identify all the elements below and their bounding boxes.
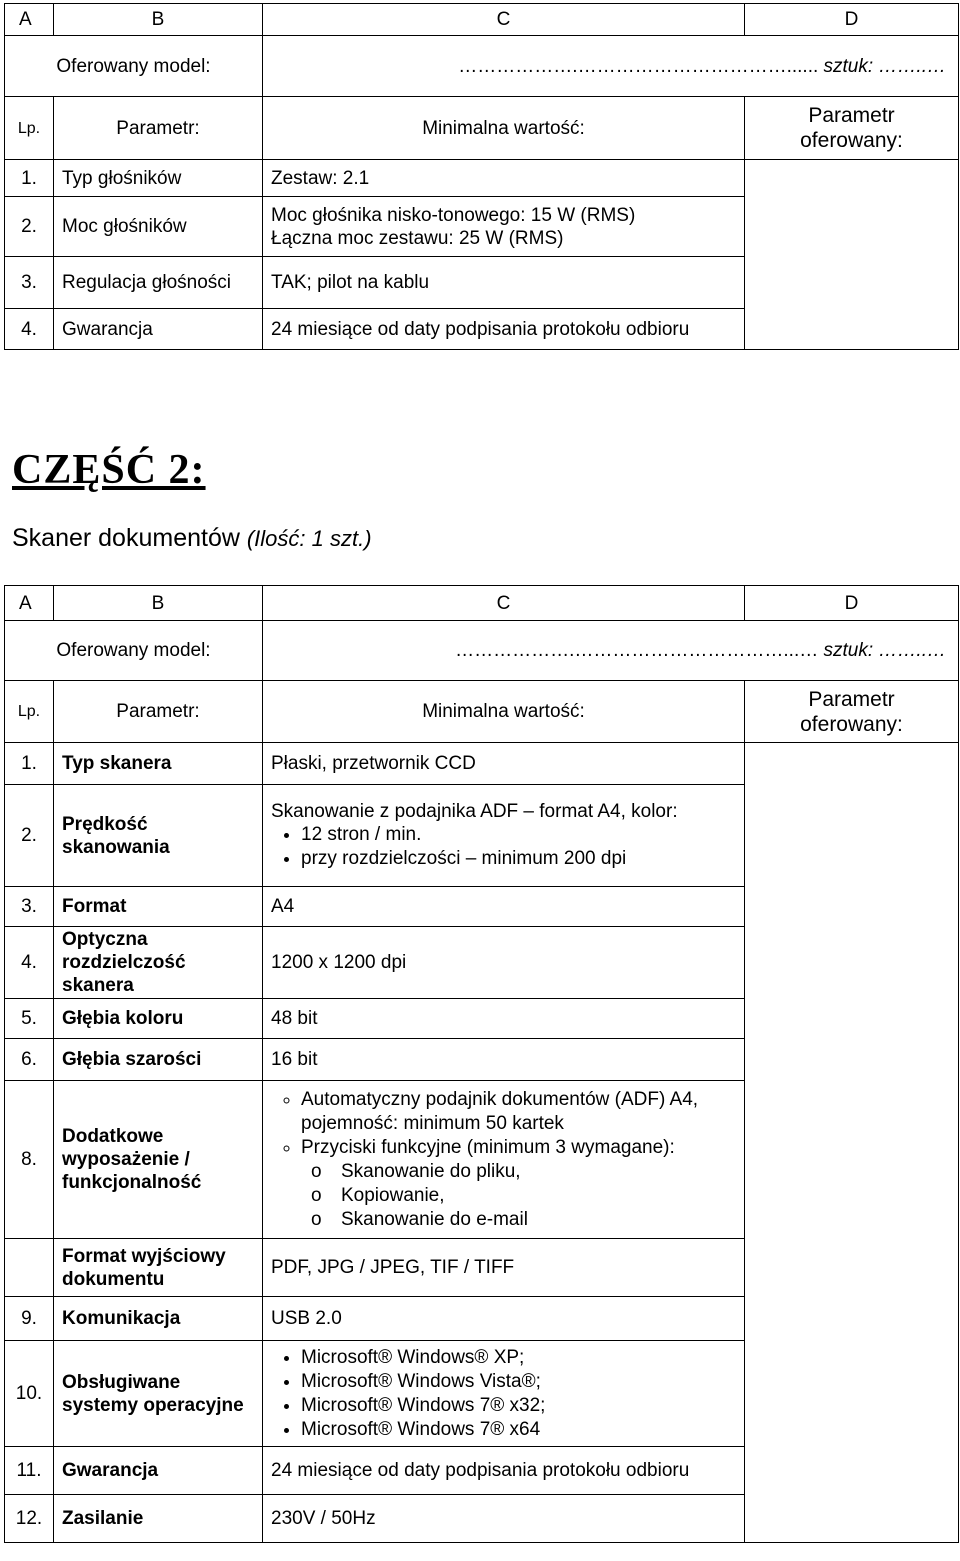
column-letters-row (5, 4, 959, 36)
row-min-value: A4 (263, 887, 745, 927)
offered-param-input[interactable] (745, 743, 959, 1543)
row-parameter: Gwarancja (54, 1447, 263, 1495)
col-letter-c: C (263, 4, 745, 36)
offered-header-line1: Parametr (808, 104, 895, 127)
part-2-subtitle (12, 524, 372, 553)
row-min-value: 24 miesiące od daty podpisania protokołu odbioru (263, 1447, 745, 1495)
model-dots: ……………….……………………………...… (455, 640, 824, 661)
row-parameter: Format wyjściowy dokumentu (54, 1239, 263, 1297)
row-number: 6. (5, 1039, 54, 1081)
bullet-list (271, 823, 736, 871)
quantity-field[interactable]: sztuk: ……..… (823, 640, 946, 661)
sub-list-item (311, 1208, 736, 1232)
row-min-value (263, 785, 745, 887)
row-min-value: 1200 x 1200 dpi (263, 927, 745, 999)
min-value-header: Minimalna wartość: (263, 681, 745, 743)
scanner-spec-table (4, 585, 959, 1543)
col-letter-c: C (263, 586, 745, 621)
row-min-value: 16 bit (263, 1039, 745, 1081)
row-min-value: Zestaw: 2.1 (263, 160, 745, 197)
quantity-note: (Ilość: 1 szt.) (246, 526, 372, 551)
bullet-list (271, 1088, 736, 1160)
row-min-value-line2: Łączna moc zestawu: 25 W (RMS) (271, 227, 564, 249)
col-letter-b: B (54, 4, 263, 36)
header-row (5, 97, 959, 160)
row-parameter: Typ skanera (54, 743, 263, 785)
bullet-list (271, 1346, 736, 1442)
row-min-value (263, 197, 745, 257)
row-min-value-line1: Moc głośnika nisko-tonowego: 15 W (RMS) (271, 204, 636, 226)
sub-marker: o (311, 1160, 322, 1182)
row-min-value: PDF, JPG / JPEG, TIF / TIFF (263, 1239, 745, 1297)
list-item: • Microsoft® Windows® XP; (301, 1346, 736, 1370)
row-parameter: Regulacja głośności (54, 257, 263, 309)
lp-header: Lp. (5, 681, 54, 743)
part-2-title: CZĘŚĆ 2: (12, 447, 206, 493)
offered-model-label: Oferowany model: (5, 621, 263, 681)
offered-model-row (5, 621, 959, 681)
list-item: • przy rozdzielczości – minimum 200 dpi (301, 847, 736, 871)
offered-model-row (5, 36, 959, 97)
row-parameter: Obsługiwane systemy operacyjne (54, 1341, 263, 1447)
list-item: ◦ Automatyczny podajnik dokumentów (ADF) A4, pojemność: minimum 50 kartek (301, 1088, 736, 1136)
row-parameter: Gwarancja (54, 309, 263, 350)
model-dots: ……………….……………………………...... (458, 55, 824, 77)
col-letter-a: A (5, 586, 54, 621)
row-min-value-line: Skanowanie z podajnika ADF – format A4, kolor: (271, 801, 678, 822)
row-number: 3. (5, 257, 54, 309)
row-parameter: Głębia szarości (54, 1039, 263, 1081)
offered-header-line1: Parametr (808, 687, 895, 711)
row-min-value: 24 miesiące od daty podpisania protokołu odbioru (263, 309, 745, 350)
row-min-value: 230V / 50Hz (263, 1495, 745, 1543)
offered-param-header (745, 97, 959, 160)
col-letter-d: D (745, 586, 959, 621)
row-parameter: Komunikacja (54, 1297, 263, 1341)
col-letter-d: D (745, 4, 959, 36)
col-letter-a: A (5, 4, 54, 36)
table-row (5, 743, 959, 785)
row-min-value: TAK; pilot na kablu (263, 257, 745, 309)
list-item: • Microsoft® Windows Vista®; (301, 1370, 736, 1394)
row-min-value (263, 1081, 745, 1239)
row-parameter: Optyczna rozdzielczość skanera (54, 927, 263, 999)
parameter-header: Parametr: (54, 681, 263, 743)
row-parameter: Dodatkowe wyposażenie / funkcjonalność (54, 1081, 263, 1239)
sub-marker: o (311, 1184, 322, 1206)
row-min-value (263, 1341, 745, 1447)
sub-marker: o (311, 1208, 322, 1230)
parameter-header: Parametr: (54, 97, 263, 160)
row-number: 1. (5, 743, 54, 785)
offered-model-field[interactable] (263, 621, 959, 681)
speakers-spec-table (4, 3, 959, 350)
header-row (5, 681, 959, 743)
sub-item-text: Kopiowanie, (341, 1184, 445, 1206)
row-number: 2. (5, 785, 54, 887)
sub-list (271, 1160, 736, 1232)
row-number (5, 1239, 54, 1297)
quantity-field[interactable]: sztuk: ……..… (823, 55, 946, 77)
lp-header: Lp. (5, 97, 54, 160)
list-item: • 12 stron / min. (301, 823, 736, 847)
sub-list-item (311, 1160, 736, 1184)
table-row (5, 160, 959, 197)
offered-model-field[interactable] (263, 36, 959, 97)
column-letters-row (5, 586, 959, 621)
list-item: ◦ Przyciski funkcyjne (minimum 3 wymagane): (301, 1136, 736, 1160)
row-parameter: Głębia koloru (54, 999, 263, 1039)
subtitle-text: Skaner dokumentów (12, 524, 240, 552)
min-value-header: Minimalna wartość: (263, 97, 745, 160)
sub-item-text: Skanowanie do e-mail (341, 1208, 528, 1230)
sub-item-text: Skanowanie do pliku, (341, 1160, 521, 1182)
offered-header-line2: oferowany: (800, 712, 903, 736)
row-parameter: Moc głośników (54, 197, 263, 257)
row-number: 1. (5, 160, 54, 197)
row-number: 4. (5, 309, 54, 350)
row-number: 10. (5, 1341, 54, 1447)
row-min-value: Płaski, przetwornik CCD (263, 743, 745, 785)
row-number: 3. (5, 887, 54, 927)
row-number: 12. (5, 1495, 54, 1543)
row-min-value: 48 bit (263, 999, 745, 1039)
list-item: • Microsoft® Windows 7® x32; (301, 1394, 736, 1418)
row-parameter: Format (54, 887, 263, 927)
list-item: • Microsoft® Windows 7® x64 (301, 1418, 736, 1442)
row-number: 2. (5, 197, 54, 257)
row-parameter: Typ głośników (54, 160, 263, 197)
offered-model-label: Oferowany model: (5, 36, 263, 97)
row-number: 9. (5, 1297, 54, 1341)
row-number: 5. (5, 999, 54, 1039)
offered-header-line2: oferowany: (800, 129, 903, 152)
row-number: 11. (5, 1447, 54, 1495)
row-number: 8. (5, 1081, 54, 1239)
row-parameter: Prędkość skanowania (54, 785, 263, 887)
col-letter-b: B (54, 586, 263, 621)
row-parameter: Zasilanie (54, 1495, 263, 1543)
row-min-value: USB 2.0 (263, 1297, 745, 1341)
row-number: 4. (5, 927, 54, 999)
offered-param-input[interactable] (745, 160, 959, 350)
offered-param-header (745, 681, 959, 743)
sub-list-item (311, 1184, 736, 1208)
